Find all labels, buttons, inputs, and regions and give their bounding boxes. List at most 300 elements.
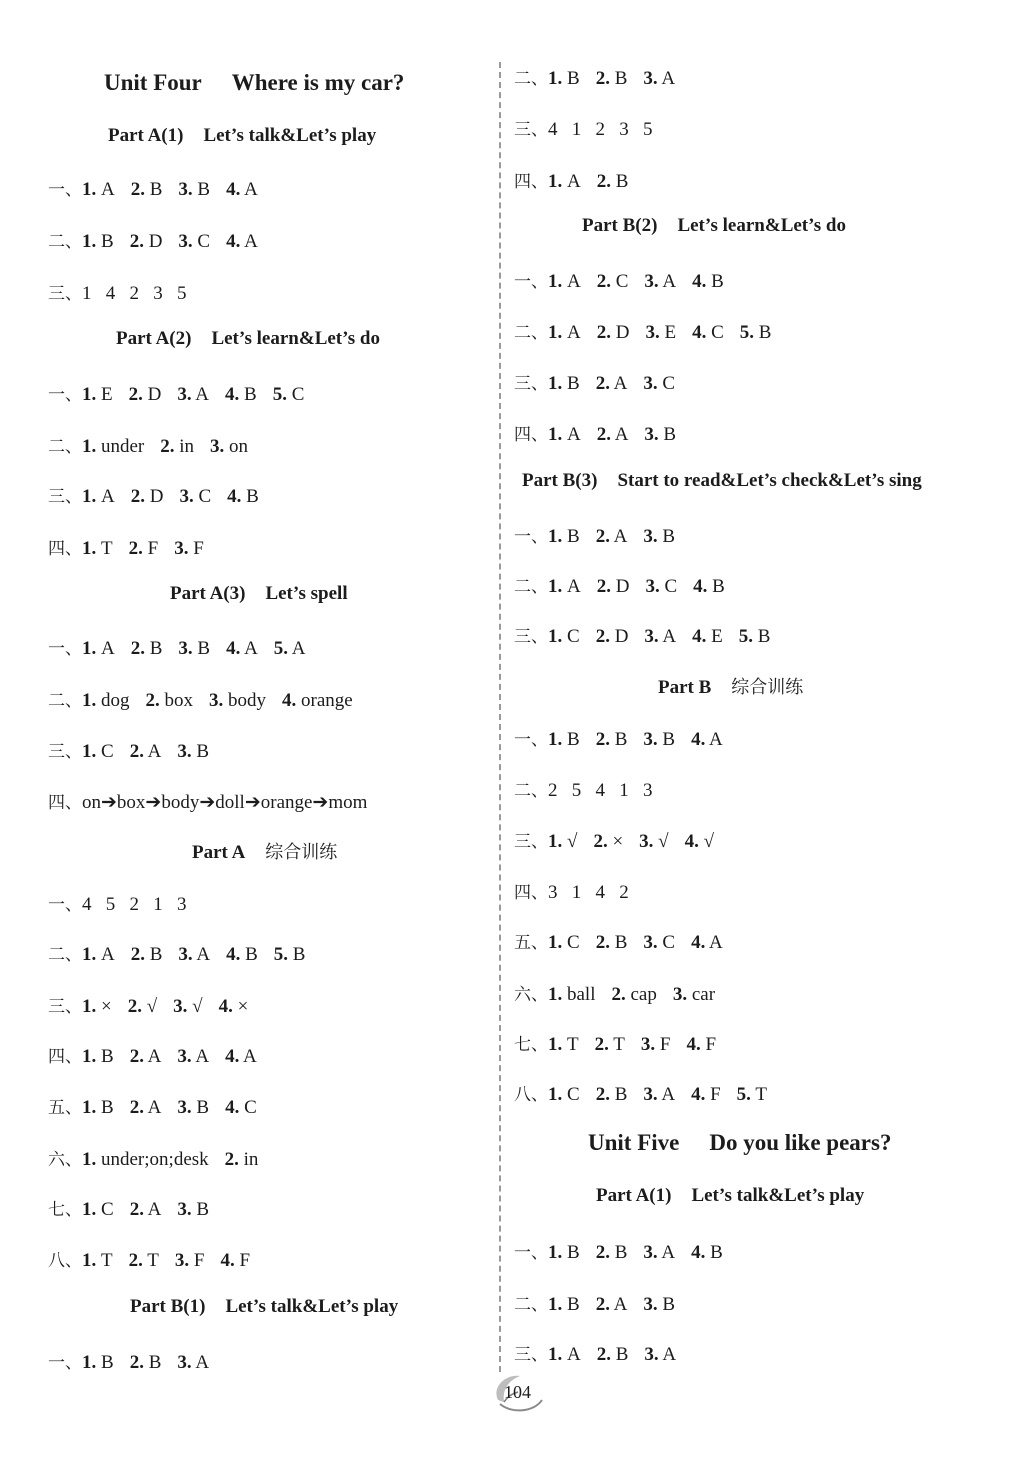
answer-item — [130, 1097, 162, 1118]
item-answer: F — [659, 1034, 671, 1055]
item-number: 1. — [548, 831, 563, 852]
part-label: Part A(1) — [108, 125, 184, 146]
item-answer: B — [101, 1097, 114, 1118]
question-section-number: 二、 — [514, 781, 548, 801]
item-answer: F — [147, 538, 159, 559]
item-number: 2. — [129, 1352, 144, 1373]
question-section-number: 一、 — [48, 639, 82, 659]
answer-item — [692, 322, 724, 343]
answer-row — [48, 634, 321, 660]
item-answer: B — [292, 944, 306, 965]
item-number: 3. — [209, 690, 224, 711]
answer-item — [597, 424, 629, 445]
item-number: 2. — [595, 1084, 610, 1105]
question-section-number: 二、 — [514, 323, 548, 343]
answer-item — [691, 1242, 723, 1263]
answer-item — [210, 436, 248, 457]
item-number: 2. — [594, 1034, 609, 1055]
item-number: 2. — [224, 1149, 239, 1170]
item-number: 3. — [177, 1199, 192, 1220]
item-number: 4. — [691, 729, 706, 750]
item-answer: C — [197, 231, 211, 252]
item-answer: A — [147, 741, 162, 762]
page-number: 104 — [504, 1382, 531, 1402]
answer-item — [82, 384, 113, 405]
answer-item — [596, 373, 628, 394]
item-answer: B — [710, 1242, 723, 1263]
item-number: 2. — [130, 638, 145, 659]
item-number: 5. — [738, 626, 753, 647]
item-number: 3. — [644, 271, 659, 292]
question-section-number: 二、 — [514, 69, 548, 89]
answer-item — [548, 1294, 580, 1315]
answer-item — [673, 984, 715, 1005]
answer-item — [597, 171, 629, 192]
unit-question: Where is my car? — [231, 70, 405, 95]
item-answer: D — [614, 626, 629, 647]
answer-item — [131, 944, 163, 965]
item-answer: A — [613, 526, 628, 547]
item-answer: in — [243, 1149, 259, 1170]
item-number: 1. — [548, 526, 563, 547]
answer-item — [612, 984, 657, 1005]
item-answer: B — [567, 729, 580, 750]
item-answer: D — [615, 322, 630, 343]
answer-item — [82, 231, 114, 252]
answer-item — [691, 1084, 721, 1105]
item-number: 5. — [739, 322, 755, 343]
answer-item — [273, 384, 305, 405]
part-label: Part A(1) — [596, 1185, 672, 1206]
answer-item — [645, 576, 677, 597]
answer-item — [225, 384, 257, 405]
item-number: 2. — [595, 373, 610, 394]
answer-row — [48, 482, 275, 508]
item-number: 2. — [130, 486, 145, 507]
answer-sequence: 1 4 2 3 5 — [82, 283, 187, 304]
answer-item — [595, 1034, 625, 1055]
answer-item — [82, 486, 115, 507]
item-number: 2. — [145, 690, 160, 711]
item-answer: A — [661, 68, 676, 89]
item-answer: E — [711, 626, 723, 647]
answer-item — [225, 1046, 257, 1067]
item-number: 2. — [595, 729, 610, 750]
item-answer: under;on;desk — [101, 1149, 209, 1170]
item-number: 2. — [596, 576, 611, 597]
answer-item — [177, 1046, 209, 1067]
answer-item — [596, 932, 628, 953]
item-answer: A — [147, 1199, 162, 1220]
answer-item — [173, 996, 202, 1017]
question-section-number: 三、 — [514, 120, 548, 140]
item-answer: B — [614, 932, 628, 953]
part-heading — [108, 125, 376, 147]
item-number: 3. — [640, 1034, 656, 1055]
item-answer: A — [709, 729, 723, 750]
item-answer: B — [567, 1242, 580, 1263]
part-subtitle: Let’s learn&Let’s do — [211, 328, 380, 349]
item-number: 3. — [644, 1344, 659, 1365]
answer-row — [514, 167, 644, 193]
item-number: 4. — [282, 690, 297, 711]
answer-sequence: 4 1 2 3 5 — [548, 119, 653, 140]
answer-row — [48, 992, 264, 1018]
item-answer: B — [662, 526, 676, 547]
answer-item — [596, 526, 628, 547]
answer-item — [82, 1352, 114, 1373]
answer-item — [548, 932, 580, 953]
answer-sequence: 4 5 2 1 3 — [82, 894, 187, 915]
answer-item — [737, 1084, 767, 1105]
item-answer: B — [196, 1097, 210, 1118]
item-answer: B — [615, 1344, 629, 1365]
item-answer: × — [612, 831, 624, 852]
question-section-number: 一、 — [514, 527, 548, 547]
item-number: 2. — [596, 322, 611, 343]
item-number: 5. — [273, 638, 289, 659]
item-answer: A — [195, 1352, 210, 1373]
answer-item — [177, 384, 209, 405]
item-answer: T — [613, 1034, 625, 1055]
answer-row — [48, 534, 220, 560]
item-answer: under — [101, 436, 145, 457]
item-number: 2. — [129, 1046, 144, 1067]
answer-row — [514, 420, 692, 446]
item-answer: A — [662, 626, 677, 647]
item-number: 4. — [692, 626, 707, 647]
item-answer: B — [758, 322, 772, 343]
item-number: 1. — [82, 1199, 97, 1220]
item-answer: A — [147, 1046, 162, 1067]
answer-item — [82, 690, 130, 711]
item-answer: √ — [192, 996, 203, 1017]
answer-item — [128, 996, 157, 1017]
part-heading — [170, 583, 348, 605]
item-answer: A — [147, 1097, 162, 1118]
item-answer: A — [196, 944, 211, 965]
item-answer: A — [195, 384, 210, 405]
part-heading — [116, 328, 380, 350]
answer-item — [643, 68, 675, 89]
item-answer: B — [149, 944, 163, 965]
question-section-number: 二、 — [48, 691, 82, 711]
item-number: 3. — [210, 436, 225, 457]
item-number: 4. — [220, 1250, 235, 1271]
item-number: 3. — [173, 996, 188, 1017]
item-answer: T — [147, 1250, 159, 1271]
item-number: 3. — [178, 231, 193, 252]
item-number: 1. — [82, 486, 97, 507]
question-section-number: 一、 — [48, 1353, 82, 1373]
item-answer: B — [196, 741, 210, 762]
item-answer: A — [101, 944, 115, 965]
item-answer: F — [239, 1250, 251, 1271]
item-number: 4. — [227, 486, 242, 507]
answer-row — [48, 1195, 225, 1221]
item-number: 1. — [82, 1352, 97, 1373]
item-number: 1. — [548, 576, 563, 597]
question-section-number: 三、 — [48, 487, 82, 507]
part-subtitle: Let’s learn&Let’s do — [677, 215, 846, 236]
part-heading — [596, 1185, 864, 1207]
answer-item — [645, 322, 676, 343]
item-answer: D — [147, 384, 162, 405]
answer-item — [82, 436, 144, 457]
question-section-number: 四、 — [48, 539, 82, 559]
item-answer: B — [246, 486, 259, 507]
answer-item — [693, 576, 725, 597]
item-answer: B — [757, 626, 771, 647]
item-number: 1. — [82, 1149, 97, 1170]
answer-item — [596, 1294, 628, 1315]
item-answer: B — [662, 1294, 676, 1315]
item-answer: C — [711, 322, 724, 343]
item-number: 1. — [548, 626, 563, 647]
item-number: 2. — [595, 1294, 610, 1315]
answer-item — [129, 538, 159, 559]
item-number: 1. — [548, 1344, 563, 1365]
item-answer: A — [243, 1046, 257, 1067]
part-label: Part A(3) — [170, 583, 246, 604]
item-answer: A — [614, 424, 629, 445]
item-answer: √ — [146, 996, 158, 1017]
question-section-number: 四、 — [514, 172, 548, 192]
item-number: 2. — [596, 271, 611, 292]
item-answer: A — [567, 271, 581, 292]
item-answer: body — [228, 690, 266, 711]
item-number: 4. — [691, 932, 706, 953]
item-answer: C — [662, 932, 676, 953]
item-number: 2. — [129, 741, 144, 762]
item-number: 1. — [82, 1046, 97, 1067]
item-number: 2. — [595, 68, 610, 89]
answer-item — [548, 984, 596, 1005]
item-answer: A — [567, 576, 581, 597]
item-answer: B — [567, 1294, 580, 1315]
answer-item — [226, 638, 258, 659]
question-section-number: 四、 — [48, 1047, 82, 1067]
item-number: 4. — [693, 576, 708, 597]
item-answer: √ — [567, 831, 578, 852]
item-number: 1. — [82, 690, 97, 711]
item-number: 4. — [691, 1242, 706, 1263]
item-answer: C — [291, 384, 305, 405]
item-number: 3. — [643, 373, 658, 394]
answer-item — [596, 68, 628, 89]
answer-row — [48, 1145, 274, 1171]
item-answer: on — [229, 436, 249, 457]
answer-item — [131, 179, 163, 200]
item-number: 3. — [644, 424, 659, 445]
item-answer: C — [198, 486, 212, 507]
item-number: 1. — [548, 1294, 563, 1315]
answer-item — [596, 729, 628, 750]
answer-item — [177, 1097, 209, 1118]
answer-item — [692, 626, 723, 647]
part-heading — [192, 838, 337, 864]
question-section-number: 二、 — [514, 577, 548, 597]
answer-row — [514, 1290, 691, 1316]
item-answer: A — [291, 638, 306, 659]
answer-item — [178, 231, 210, 252]
item-answer: B — [197, 638, 211, 659]
answer-item — [82, 944, 115, 965]
item-answer: F — [193, 1250, 205, 1271]
item-answer: √ — [703, 831, 715, 852]
item-number: 2. — [160, 436, 175, 457]
answer-item — [596, 1084, 628, 1105]
item-number: 2. — [127, 996, 142, 1017]
item-number: 1. — [82, 1250, 97, 1271]
item-number: 1. — [82, 741, 97, 762]
answer-item — [597, 271, 629, 292]
answer-item — [643, 1242, 675, 1263]
item-number: 3. — [177, 1097, 192, 1118]
answer-item — [643, 1294, 675, 1315]
item-answer: C — [567, 932, 580, 953]
item-answer: B — [244, 384, 257, 405]
answer-sequence: 2 5 4 1 3 — [548, 780, 653, 801]
question-section-number: 三、 — [48, 997, 82, 1017]
item-number: 2. — [611, 984, 626, 1005]
part-heading — [582, 215, 846, 237]
item-answer: A — [661, 1084, 676, 1105]
item-number: 3. — [643, 68, 658, 89]
item-number: 3. — [643, 1242, 658, 1263]
item-number: 3. — [639, 831, 654, 852]
answer-item — [282, 690, 353, 711]
item-answer: B — [663, 424, 677, 445]
unit-label: Unit Five — [588, 1130, 680, 1155]
answer-row — [514, 115, 653, 141]
question-section-number: 一、 — [514, 730, 548, 750]
part-subtitle: Let’s talk&Let’s play — [225, 1296, 399, 1317]
item-answer: A — [567, 322, 581, 343]
question-section-number: 三、 — [514, 832, 548, 852]
item-answer: B — [101, 1046, 114, 1067]
item-number: 4. — [226, 944, 241, 965]
item-number: 1. — [548, 424, 563, 445]
question-section-number: 五、 — [514, 933, 548, 953]
answer-item — [596, 1242, 628, 1263]
question-section-number: 二、 — [48, 437, 82, 457]
item-number: 2. — [596, 1344, 611, 1365]
answer-item — [209, 690, 266, 711]
item-number: 1. — [82, 231, 97, 252]
item-answer: T — [101, 538, 113, 559]
answer-item — [644, 271, 676, 292]
part-label: Part A — [192, 842, 246, 863]
item-number: 1. — [548, 932, 563, 953]
item-number: 3. — [643, 526, 658, 547]
answer-row — [48, 175, 274, 201]
answer-item — [82, 1097, 114, 1118]
answer-row — [48, 380, 320, 406]
part-label: Part B(1) — [130, 1296, 206, 1317]
unit-label: Unit Four — [104, 70, 202, 95]
answer-item — [548, 1344, 581, 1365]
answer-row — [514, 980, 731, 1006]
answer-item — [548, 322, 581, 343]
item-answer: E — [101, 384, 113, 405]
item-answer: orange — [301, 690, 353, 711]
item-number: 3. — [177, 1046, 192, 1067]
part-label: Part A(2) — [116, 328, 192, 349]
item-number: 2. — [128, 384, 143, 405]
item-answer: A — [613, 1294, 628, 1315]
item-number: 1. — [548, 1084, 563, 1105]
answer-item — [740, 322, 772, 343]
item-number: 4. — [692, 322, 707, 343]
item-number: 1. — [548, 984, 563, 1005]
item-number: 1. — [82, 1097, 97, 1118]
answer-row — [48, 432, 264, 458]
question-section-number: 一、 — [48, 895, 82, 915]
answer-item — [174, 538, 204, 559]
item-number: 3. — [178, 944, 193, 965]
item-number: 4. — [225, 384, 240, 405]
item-answer: C — [244, 1097, 257, 1118]
answer-sequence: on➔box➔body➔doll➔orange➔mom — [82, 792, 368, 813]
unit-title — [588, 1130, 891, 1156]
question-section-number: 七、 — [48, 1200, 82, 1220]
answer-item — [178, 944, 210, 965]
item-number: 2. — [128, 1250, 143, 1271]
item-answer: C — [567, 1084, 580, 1105]
item-number: 3. — [643, 932, 658, 953]
answer-item — [226, 179, 258, 200]
answer-item — [739, 626, 771, 647]
item-answer: in — [179, 436, 195, 457]
item-number: 1. — [548, 1034, 563, 1055]
answer-item — [643, 1084, 675, 1105]
item-number: 3. — [174, 1250, 190, 1271]
part-subtitle: Start to read&Let’s check&Let’s sing — [617, 470, 922, 491]
question-section-number: 二、 — [48, 945, 82, 965]
item-number: 3. — [643, 729, 658, 750]
answer-item — [82, 1149, 209, 1170]
question-section-number: 三、 — [514, 627, 548, 647]
item-number: 3. — [177, 384, 192, 405]
item-number: 3. — [643, 1294, 658, 1315]
answer-sequence: 3 1 4 2 — [548, 882, 629, 903]
item-answer: B — [148, 1352, 162, 1373]
item-answer: A — [101, 638, 115, 659]
item-number: 2. — [595, 526, 610, 547]
item-answer: B — [197, 179, 211, 200]
answer-item — [644, 1344, 676, 1365]
item-answer: dog — [101, 690, 130, 711]
answer-item — [226, 231, 258, 252]
item-number: 1. — [82, 944, 97, 965]
answer-row — [48, 788, 367, 814]
answer-item — [129, 384, 162, 405]
answer-item — [225, 1097, 257, 1118]
item-number: 3. — [178, 638, 193, 659]
answer-row — [48, 1348, 225, 1374]
item-answer: A — [567, 1344, 581, 1365]
item-answer: A — [613, 373, 628, 394]
item-number: 1. — [548, 171, 563, 192]
answer-item — [597, 322, 630, 343]
item-number: 4. — [226, 231, 241, 252]
part-subtitle: Let’s talk&Let’s play — [691, 1185, 865, 1206]
answer-row — [514, 725, 739, 751]
item-answer: A — [101, 486, 115, 507]
answer-item — [225, 1149, 259, 1170]
answer-row — [514, 1238, 739, 1264]
